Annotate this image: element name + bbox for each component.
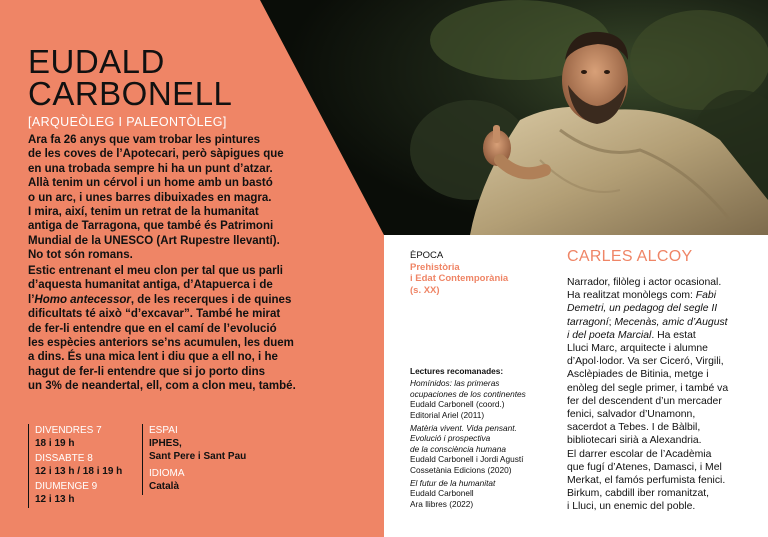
bio-text: . Ha estat: [651, 329, 696, 341]
para1-line: en una trobada sempre hi ha un punt d’atzar.: [28, 162, 273, 175]
monologue-title: Mecenàs, amic d’August: [614, 316, 728, 328]
venue-info: [142, 424, 246, 495]
epoch-block: [410, 250, 508, 296]
para1-line: Allà tenim un cérvol i un home amb un bastó: [28, 177, 273, 190]
monologue-title: i del poeta Marcial: [567, 329, 652, 341]
para1-line: de les coves de l’Apotecari, però sàpigues que: [28, 148, 284, 161]
bio-line: i Lluci, un enemic del poble.: [567, 501, 696, 513]
schedule-days: [28, 424, 122, 508]
monologue-title: Fabi: [695, 290, 717, 302]
monologue-title: Demetri, un pedagog del segle II: [567, 303, 718, 315]
day-time: 18 i 19 h: [35, 438, 75, 449]
book-entry: [410, 378, 540, 420]
epoch-value: i Edat Contemporània: [410, 273, 509, 284]
bio-text: Ha realitzat monòlegs com:: [567, 290, 696, 302]
bio-line: [567, 302, 762, 315]
day-label: DIUMENGE 9: [35, 481, 98, 492]
title-line-1: EUDALD: [28, 43, 165, 80]
venue-label: ESPAI: [149, 425, 178, 436]
book-entry: [410, 423, 540, 475]
language-value: Català: [149, 481, 180, 492]
title-line-2: CARBONELL: [28, 75, 233, 112]
para2-line: [28, 293, 358, 307]
species-name: Homo antecessor: [34, 293, 131, 306]
bio-line: [567, 316, 762, 329]
para2-line: de fer-li entendre que en el camí de l’evolució: [28, 322, 277, 335]
book-info: Eudald Carbonell (coord.): [410, 399, 505, 410]
book-title: ocupaciones de los continentes: [410, 388, 526, 399]
intro-paragraph-1: [28, 133, 358, 263]
para1-line: Mundial de la UNESCO (Art Rupestre llevantí).: [28, 234, 280, 247]
book-info: Editorial Ariel (2011): [410, 409, 485, 420]
venue-name: IPHES,: [149, 438, 182, 449]
profession-subtitle: [ARQUEÒLEG I PALEONTÒLEG]: [28, 115, 227, 129]
bio-line: sacerdot a Tebes. I de Bàlbil,: [567, 422, 701, 434]
para1-line: antiga de Tarragona, que també és Patrimoni: [28, 220, 274, 233]
para1-line: o un arc, i unes barres dibuixades en magra.: [28, 191, 272, 204]
venue-address: Sant Pere i Sant Pau: [149, 451, 247, 462]
para2-line: hagut de fer-li entendre que si jo porto dins: [28, 365, 266, 378]
epoch-label: ÈPOCA: [410, 250, 444, 261]
book-info: Eudald Carbonell: [410, 488, 474, 499]
para2-text: l’: [28, 293, 35, 306]
bio-line: Birkum, cabdill iber romanitzat,: [567, 488, 710, 500]
book-info: Eudald Carbonell i Jordi Agustí: [410, 454, 524, 465]
bio-line: El darrer escolar de l’Acadèmia: [567, 448, 712, 460]
book-info: Cossetània Edicions (2020): [410, 464, 512, 475]
epoch-value: (s. XX): [410, 284, 440, 296]
day-time: 12 i 13 h: [35, 494, 75, 505]
bio-line: [567, 289, 762, 302]
book-title: Evolució i prospectiva: [410, 433, 491, 444]
day-time: 12 i 13 h / 18 i 19 h: [35, 466, 123, 477]
bio-line: Narrador, filòleg i actor ocasional.: [567, 277, 722, 288]
para2-line: a dins. És una mica lent i diu que a ell no, i he: [28, 351, 278, 364]
actor-name: CARLES ALCOY: [567, 248, 693, 265]
actor-bio: [567, 276, 762, 514]
bio-line: enòleg del segle primer, i també va: [567, 382, 729, 394]
para2-line: les espècies anteriors se’ns acumulen, les duem: [28, 337, 294, 350]
intro-paragraph-2: [28, 264, 358, 394]
para1-line: Ara fa 26 anys que vam trobar les pintures: [28, 134, 261, 146]
recommended-reading: [410, 366, 540, 512]
book-title: El futur de la humanitat: [410, 478, 496, 489]
book-entry: [410, 478, 540, 509]
monologue-title: tarragoní: [567, 316, 609, 328]
day-label: DIVENDRES 7: [35, 425, 102, 436]
bio-line: que fugí d’Atenes, Damasci, i Mel: [567, 461, 722, 473]
epoch-value: Prehistòria: [410, 261, 460, 273]
bio-line: Lluci Marc, arquitecte i alumne: [567, 343, 708, 355]
para1-line: No tot són romans.: [28, 249, 133, 262]
bio-line: Merkat, el famós perfumista fenici.: [567, 475, 726, 487]
para2-line: dificultats té això “d’excavar”. També he mirat: [28, 308, 281, 321]
para1-line: I mira, així, tenim un retrat de la humanitat: [28, 206, 259, 219]
para2-text: , de les recerques i de quines: [130, 293, 292, 306]
book-title: de la consciència humana: [410, 443, 506, 454]
day-label: DISSABTE 8: [35, 453, 93, 464]
book-info: Ara llibres (2022): [410, 498, 474, 509]
bio-line: bibliotecari sirià a Alexandria.: [567, 435, 702, 447]
language-label: IDIOMA: [149, 468, 185, 479]
para2-line: un 3% de neandertal, ell, com a clon meu, també.: [28, 380, 296, 393]
bio-line: fenici, salvador d’Unamonn,: [567, 409, 696, 421]
bio-line: [567, 329, 762, 342]
page-title: [28, 43, 358, 112]
bio-text: ;: [608, 316, 615, 328]
reading-heading: Lectures recomanades:: [410, 366, 504, 376]
para2-line: d’aquesta humanitat antiga, d’Atapuerca i de: [28, 279, 273, 292]
book-title: Homínidos: las primeras: [410, 378, 500, 389]
bio-line: d’Apol·lodor. Va ser Ciceró, Virgili,: [567, 356, 724, 368]
bio-line: fer del descendent d’un mercader: [567, 395, 722, 407]
para2-line: Estic entrenant el meu clon per tal que us parli: [28, 265, 283, 277]
bio-line: Asclèpiades de Bitinia, metge i: [567, 369, 709, 381]
book-title: Matèria vivent. Vida pensant.: [410, 423, 517, 434]
